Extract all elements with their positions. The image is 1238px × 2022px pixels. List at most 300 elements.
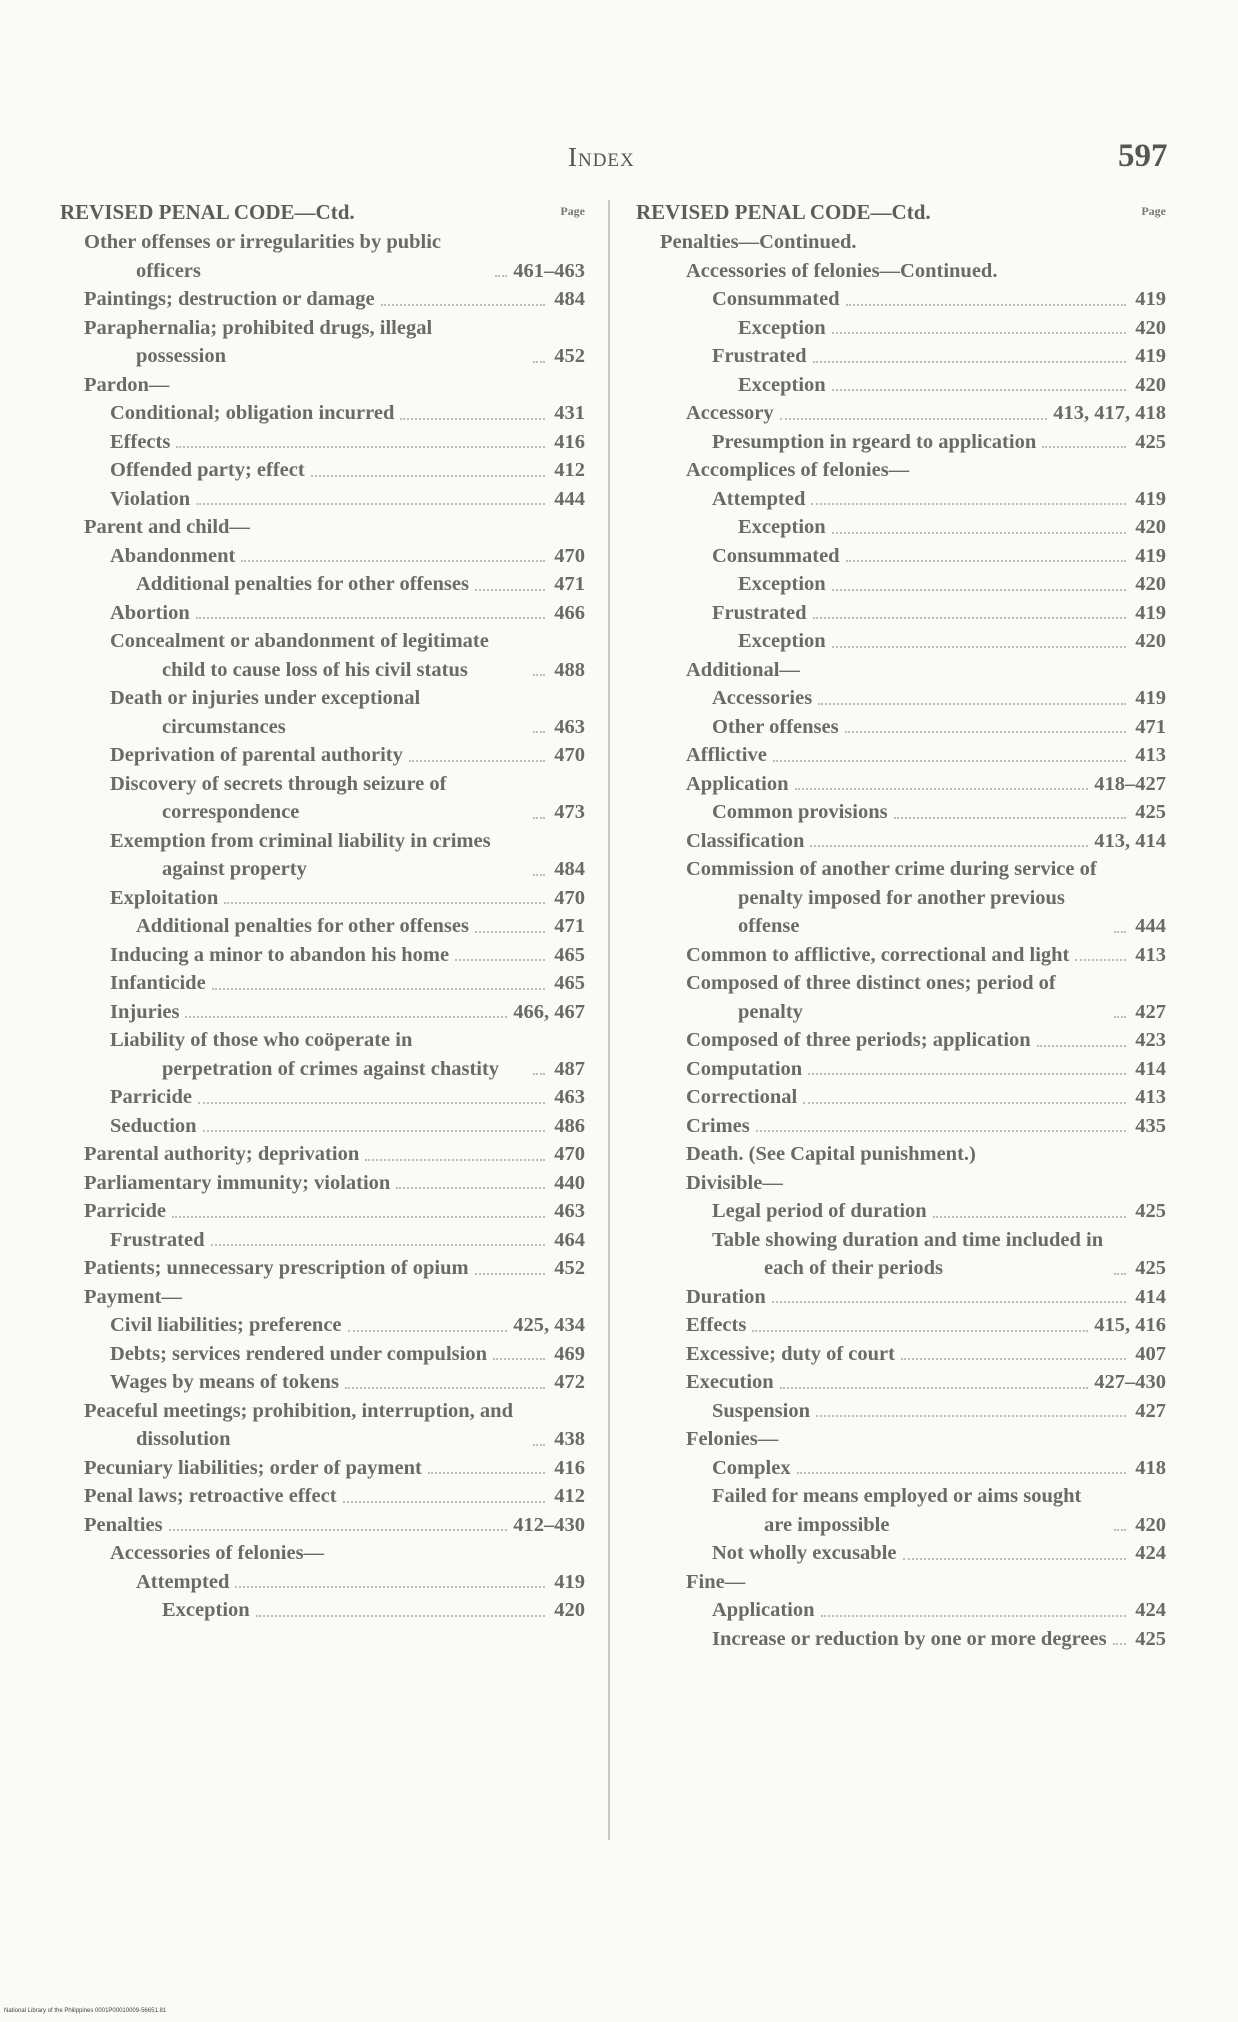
entry-page-ref: 420 <box>1135 573 1166 595</box>
index-entry <box>636 969 1166 1026</box>
entry-page-ref: 419 <box>1135 288 1166 310</box>
index-entry <box>60 1511 585 1540</box>
index-entry <box>60 1454 585 1483</box>
entry-page-ref: 425 <box>1135 1200 1166 1222</box>
index-entry <box>636 342 1166 371</box>
dot-leader <box>773 759 1126 762</box>
entry-page-ref: 435 <box>1135 1114 1166 1137</box>
dot-leader <box>345 1386 545 1389</box>
entry-text: Failed for means employed or aims sought are impossible <box>712 1485 1082 1536</box>
entry-page-ref: 419 <box>1135 345 1166 367</box>
index-entry <box>60 912 585 941</box>
entry-page-ref: 418–427 <box>1094 772 1166 795</box>
dot-leader <box>212 987 545 990</box>
dot-leader <box>1113 1642 1126 1645</box>
dot-leader <box>533 673 545 676</box>
entry-page-ref: 420 <box>554 1599 585 1621</box>
entry-page-ref: 420 <box>1135 630 1166 652</box>
entry-text: Complex <box>712 1456 791 1479</box>
index-entry <box>60 884 585 913</box>
entry-text: Debts; services rendered under compulsion <box>110 1342 487 1365</box>
entry-text: Patients; unnecessary prescription of opium <box>84 1257 469 1279</box>
entry-page-ref: 423 <box>1135 1029 1166 1051</box>
entry-page-ref: 463 <box>554 1200 585 1222</box>
dot-leader <box>803 1101 1126 1104</box>
index-entry <box>60 399 585 428</box>
entry-text: Consummated <box>712 288 840 310</box>
entry-page-ref: 427 <box>1135 1399 1166 1422</box>
dot-leader <box>818 702 1126 705</box>
index-entry <box>60 599 585 628</box>
dot-leader <box>198 1101 545 1104</box>
entry-text: Crimes <box>686 1114 750 1137</box>
entry-text: Commission of another crime during service of penalty imposed for another previous offense <box>686 858 1097 937</box>
index-entry <box>60 684 585 741</box>
entry-page-ref: 431 <box>554 402 585 424</box>
entry-text: Exception <box>738 316 826 339</box>
entry-text: Payment— <box>84 1285 182 1308</box>
entry-page-ref: 440 <box>554 1171 585 1194</box>
entry-text: Composed of three periods; application <box>686 1029 1031 1051</box>
entry-text: Concealment or abandonment of legitimate child to cause loss of his civil status <box>110 630 489 681</box>
index-entry <box>636 285 1166 314</box>
left-column-heading <box>60 200 585 228</box>
entry-page-ref: 438 <box>554 1428 585 1450</box>
entry-text: Abandonment <box>110 544 236 567</box>
index-entry <box>636 1368 1166 1397</box>
index-entry <box>60 1482 585 1511</box>
entry-text: Liability of those who coöperate in perpetration of crimes against chastity <box>110 1029 500 1080</box>
entry-text: Presumption in rgeard to application <box>712 430 1037 453</box>
entry-page-ref: 470 <box>554 744 585 766</box>
entry-text: Infanticide <box>110 972 206 994</box>
entry-page-ref: 452 <box>554 345 585 367</box>
dot-leader <box>813 360 1126 363</box>
entry-text: Additional penalties for other offenses <box>136 573 469 595</box>
dot-leader <box>813 616 1126 619</box>
entry-text: Violation <box>110 487 191 510</box>
index-entry <box>636 1482 1166 1539</box>
index-entry <box>636 542 1166 571</box>
index-entry <box>636 1539 1166 1568</box>
index-entry <box>636 827 1166 856</box>
dot-leader <box>455 958 545 961</box>
dot-leader <box>780 417 1048 420</box>
dot-leader <box>795 787 1089 790</box>
dot-leader <box>811 502 1126 505</box>
entry-page-ref: 484 <box>554 288 585 310</box>
index-entry <box>636 1425 1166 1454</box>
entry-page-ref: 416 <box>554 430 585 453</box>
dot-leader <box>409 759 545 762</box>
entry-page-ref: 419 <box>1135 687 1166 709</box>
entry-page-ref: 412 <box>554 1485 585 1507</box>
index-entry <box>636 456 1166 485</box>
entry-text: Excessive; duty of court <box>686 1342 895 1365</box>
entry-text: Attempted <box>136 1570 230 1593</box>
dot-leader <box>533 360 545 363</box>
page-column-label: Page <box>560 204 585 218</box>
dot-leader <box>400 417 545 420</box>
dot-leader <box>832 331 1126 334</box>
dot-leader <box>845 730 1126 733</box>
right-index-entries <box>636 228 1166 1653</box>
entry-text: Injuries <box>110 1000 180 1023</box>
entry-text: Computation <box>686 1057 803 1080</box>
entry-text: Additional— <box>686 658 800 681</box>
index-entry <box>636 1340 1166 1369</box>
index-entry <box>60 1026 585 1083</box>
dot-leader <box>1114 930 1126 933</box>
entry-page-ref: 418 <box>1135 1456 1166 1479</box>
entry-page-ref: 470 <box>554 1143 585 1165</box>
entry-page-ref: 463 <box>554 1086 585 1108</box>
dot-leader <box>493 1357 545 1360</box>
entry-text: Duration <box>686 1285 766 1308</box>
index-entry <box>636 599 1166 628</box>
index-entry <box>636 314 1166 343</box>
dot-leader <box>533 816 545 819</box>
entry-page-ref: 413 <box>1135 744 1166 766</box>
entry-page-ref: 415, 416 <box>1094 1314 1166 1336</box>
index-entry <box>60 428 585 457</box>
entry-page-ref: 425 <box>1135 1627 1166 1650</box>
entry-text: Parental authority; deprivation <box>84 1143 360 1165</box>
dot-leader <box>808 1072 1126 1075</box>
dot-leader <box>196 502 545 505</box>
dot-leader <box>533 1443 545 1446</box>
index-entry <box>60 969 585 998</box>
index-entry <box>60 570 585 599</box>
index-entry <box>636 257 1166 286</box>
entry-text: Execution <box>686 1371 774 1393</box>
entry-text: Common to afflictive, correctional and light <box>686 943 1070 966</box>
entry-page-ref: 444 <box>1135 915 1166 937</box>
dot-leader <box>475 1272 545 1275</box>
entry-text: Paintings; destruction or damage <box>84 288 375 310</box>
index-entry <box>60 513 585 542</box>
entry-page-ref: 427–430 <box>1094 1371 1166 1393</box>
entry-text: Effects <box>110 430 171 453</box>
entry-page-ref: 414 <box>1135 1057 1166 1080</box>
index-entry <box>636 1568 1166 1597</box>
dot-leader <box>311 474 545 477</box>
dot-leader <box>1042 445 1126 448</box>
index-entry <box>60 1397 585 1454</box>
index-entry <box>636 1625 1166 1654</box>
dot-leader <box>495 274 507 277</box>
index-entry <box>60 1311 585 1340</box>
entry-text: Not wholly excusable <box>712 1542 897 1564</box>
index-entry <box>636 1083 1166 1112</box>
index-entry <box>60 770 585 827</box>
index-entry <box>60 485 585 514</box>
index-entry <box>636 741 1166 770</box>
entry-text: Application <box>686 772 789 795</box>
dot-leader <box>176 445 545 448</box>
entry-text: Felonies— <box>686 1428 779 1450</box>
entry-page-ref: 407 <box>1135 1342 1166 1365</box>
entry-text: Accessories of felonies—Continued. <box>686 259 998 282</box>
entry-page-ref: 413 <box>1135 1086 1166 1108</box>
index-entry <box>60 1254 585 1283</box>
dot-leader <box>1114 1528 1126 1531</box>
left-column <box>60 200 585 1625</box>
index-entry <box>60 1083 585 1112</box>
entry-text: Wages by means of tokens <box>110 1371 339 1393</box>
index-entry <box>60 371 585 400</box>
index-entry <box>60 998 585 1027</box>
index-entry <box>60 1340 585 1369</box>
entry-text: Classification <box>686 829 805 852</box>
dot-leader <box>348 1329 508 1332</box>
dot-leader <box>901 1357 1126 1360</box>
index-entry <box>636 1112 1166 1141</box>
entry-page-ref: 412–430 <box>513 1513 585 1536</box>
entry-page-ref: 413, 414 <box>1094 829 1166 852</box>
entry-page-ref: 419 <box>554 1570 585 1593</box>
index-entry <box>636 713 1166 742</box>
right-column <box>636 200 1166 1653</box>
entry-text: Civil liabilities; preference <box>110 1314 342 1336</box>
index-entry <box>636 770 1166 799</box>
entry-page-ref: 452 <box>554 1257 585 1279</box>
entry-text: Parent and child— <box>84 516 250 538</box>
dot-leader <box>832 645 1126 648</box>
index-entry <box>636 399 1166 428</box>
library-credit: National Library of the Philippines 0001P00010009-56651.81 <box>4 2008 167 2014</box>
entry-text: Fine— <box>686 1570 746 1593</box>
entry-text: Exception <box>738 516 826 538</box>
entry-text: Seduction <box>110 1114 197 1137</box>
dot-leader <box>169 1528 508 1531</box>
dot-leader <box>428 1471 545 1474</box>
entry-page-ref: 416 <box>554 1456 585 1479</box>
entry-page-ref: 465 <box>554 972 585 994</box>
index-entry <box>60 1226 585 1255</box>
dot-leader <box>196 616 545 619</box>
entry-page-ref: 420 <box>1135 373 1166 396</box>
entry-text: Abortion <box>110 601 190 624</box>
dot-leader <box>365 1158 545 1161</box>
index-entry <box>636 228 1166 257</box>
entry-page-ref: 413 <box>1135 943 1166 966</box>
entry-text: Increase or reduction by one or more degrees <box>712 1627 1107 1650</box>
dot-leader <box>241 559 545 562</box>
index-entry <box>60 1596 585 1625</box>
entry-page-ref: 463 <box>554 715 585 738</box>
dot-leader <box>1037 1044 1126 1047</box>
entry-text: Parliamentary immunity; violation <box>84 1171 391 1194</box>
section-heading: REVISED PENAL CODE—Ctd. <box>636 200 931 224</box>
dot-leader <box>475 930 545 933</box>
entry-text: Composed of three distinct ones; period of penalty <box>686 972 1056 1023</box>
entry-page-ref: 425 <box>1135 801 1166 823</box>
index-entry <box>60 1112 585 1141</box>
dot-leader <box>381 303 545 306</box>
index-entry <box>636 1226 1166 1283</box>
entry-text: Frustrated <box>712 345 807 367</box>
entry-text: Accessories of felonies— <box>110 1542 325 1564</box>
entry-text: Penalties—Continued. <box>660 231 857 253</box>
entry-page-ref: 427 <box>1135 1000 1166 1023</box>
entry-text: Attempted <box>712 487 806 510</box>
dot-leader <box>894 816 1126 819</box>
entry-page-ref: 414 <box>1135 1285 1166 1308</box>
entry-text: Deprivation of parental authority <box>110 744 403 766</box>
entry-text: Effects <box>686 1314 747 1336</box>
page-column-label: Page <box>1141 204 1166 218</box>
index-entry <box>636 371 1166 400</box>
entry-text: Penal laws; retroactive effect <box>84 1485 337 1507</box>
entry-page-ref: 420 <box>1135 516 1166 538</box>
entry-text: Penalties <box>84 1513 163 1536</box>
page-number: 597 <box>1118 138 1168 174</box>
dot-leader <box>256 1614 545 1617</box>
dot-leader <box>846 559 1126 562</box>
entry-page-ref: 419 <box>1135 487 1166 510</box>
entry-text: Application <box>712 1599 815 1621</box>
index-entry <box>60 1368 585 1397</box>
dot-leader <box>832 531 1126 534</box>
index-entry <box>60 542 585 571</box>
entry-text: Accessory <box>686 402 774 424</box>
entry-text: Death. (See Capital punishment.) <box>686 1143 976 1165</box>
index-entry <box>636 1026 1166 1055</box>
dot-leader <box>235 1585 545 1588</box>
entry-text: Discovery of secrets through seizure of correspondence <box>110 772 447 823</box>
index-entry <box>636 1055 1166 1084</box>
index-entry <box>636 428 1166 457</box>
entry-page-ref: 424 <box>1135 1542 1166 1564</box>
running-title: Index <box>568 142 635 172</box>
entry-text: Common provisions <box>712 801 888 823</box>
dot-leader <box>821 1614 1126 1617</box>
index-entry <box>636 485 1166 514</box>
entry-text: Afflictive <box>686 744 767 766</box>
entry-page-ref: 420 <box>1135 1513 1166 1536</box>
entry-page-ref: 471 <box>554 573 585 595</box>
index-entry <box>60 1283 585 1312</box>
dot-leader <box>846 303 1126 306</box>
entry-text: Paraphernalia; prohibited drugs, illegal possession <box>84 316 433 367</box>
entry-text: Conditional; obligation incurred <box>110 402 395 424</box>
dot-leader <box>533 730 545 733</box>
dot-leader <box>343 1500 545 1503</box>
entry-page-ref: 425, 434 <box>513 1314 585 1336</box>
dot-leader <box>933 1215 1126 1218</box>
entry-text: Table showing duration and time included in each of their periods <box>712 1228 1104 1279</box>
entry-page-ref: 473 <box>554 801 585 823</box>
entry-page-ref: 424 <box>1135 1599 1166 1621</box>
index-entry <box>60 1169 585 1198</box>
entry-page-ref: 470 <box>554 886 585 909</box>
index-entry <box>60 941 585 970</box>
dot-leader <box>810 844 1088 847</box>
index-entry <box>636 1283 1166 1312</box>
dot-leader <box>396 1186 545 1189</box>
entry-text: Frustrated <box>110 1228 205 1251</box>
page-header <box>0 138 1238 182</box>
index-entry <box>636 513 1166 542</box>
index-entry <box>60 827 585 884</box>
dot-leader <box>756 1129 1126 1132</box>
index-entry <box>636 1140 1166 1169</box>
entry-page-ref: 464 <box>554 1228 585 1251</box>
dot-leader <box>533 873 545 876</box>
entry-page-ref: 419 <box>1135 601 1166 624</box>
entry-page-ref: 465 <box>554 943 585 966</box>
entry-text: Exploitation <box>110 886 219 909</box>
entry-text: Suspension <box>712 1399 811 1422</box>
entry-text: Consummated <box>712 544 840 567</box>
entry-page-ref: 461–463 <box>513 259 585 282</box>
entry-text: Exception <box>738 573 826 595</box>
dot-leader <box>797 1471 1126 1474</box>
index-entry <box>636 1397 1166 1426</box>
index-entry <box>60 228 585 285</box>
entry-page-ref: 471 <box>554 915 585 937</box>
entry-text: Death or injuries under exceptional circumstances <box>110 687 421 738</box>
entry-text: Exception <box>738 373 826 396</box>
entry-text: Divisible— <box>686 1171 783 1194</box>
dot-leader <box>832 588 1126 591</box>
index-entry <box>636 941 1166 970</box>
dot-leader <box>1114 1272 1126 1275</box>
dot-leader <box>185 1015 507 1018</box>
dot-leader <box>475 588 545 591</box>
entry-page-ref: 470 <box>554 544 585 567</box>
dot-leader <box>903 1557 1127 1560</box>
entry-text: Exception <box>738 630 826 652</box>
entry-text: Accomplices of felonies— <box>686 459 910 481</box>
entry-text: Other offenses <box>712 715 839 738</box>
index-entry <box>60 1140 585 1169</box>
dot-leader <box>772 1300 1126 1303</box>
index-entry <box>60 627 585 684</box>
entry-page-ref: 420 <box>1135 316 1166 339</box>
index-entry <box>636 1197 1166 1226</box>
dot-leader <box>203 1129 545 1132</box>
entry-text: Exemption from criminal liability in crimes against property <box>110 829 491 880</box>
entry-page-ref: 419 <box>1135 544 1166 567</box>
entry-page-ref: 466 <box>554 601 585 624</box>
index-entry <box>636 570 1166 599</box>
index-entry <box>636 1169 1166 1198</box>
entry-text: Accessories <box>712 687 813 709</box>
index-entry <box>60 1197 585 1226</box>
index-entry <box>60 1539 585 1568</box>
index-entry <box>60 314 585 371</box>
entry-page-ref: 472 <box>554 1371 585 1393</box>
dot-leader <box>172 1215 545 1218</box>
entry-text: Peaceful meetings; prohibition, interruption, and dissolution <box>84 1399 513 1450</box>
entry-text: Offended party; effect <box>110 459 305 481</box>
index-entry <box>636 1596 1166 1625</box>
dot-leader <box>1114 1015 1126 1018</box>
dot-leader <box>224 901 545 904</box>
entry-text: Inducing a minor to abandon his home <box>110 943 450 966</box>
dot-leader <box>752 1329 1088 1332</box>
left-index-entries <box>60 228 585 1625</box>
entry-text: Exception <box>162 1599 250 1621</box>
dot-leader <box>1075 958 1126 961</box>
entry-text: Pardon— <box>84 373 170 396</box>
index-entry <box>60 1568 585 1597</box>
index-entry <box>636 798 1166 827</box>
entry-page-ref: 425 <box>1135 1257 1166 1279</box>
right-column-heading <box>636 200 1166 228</box>
